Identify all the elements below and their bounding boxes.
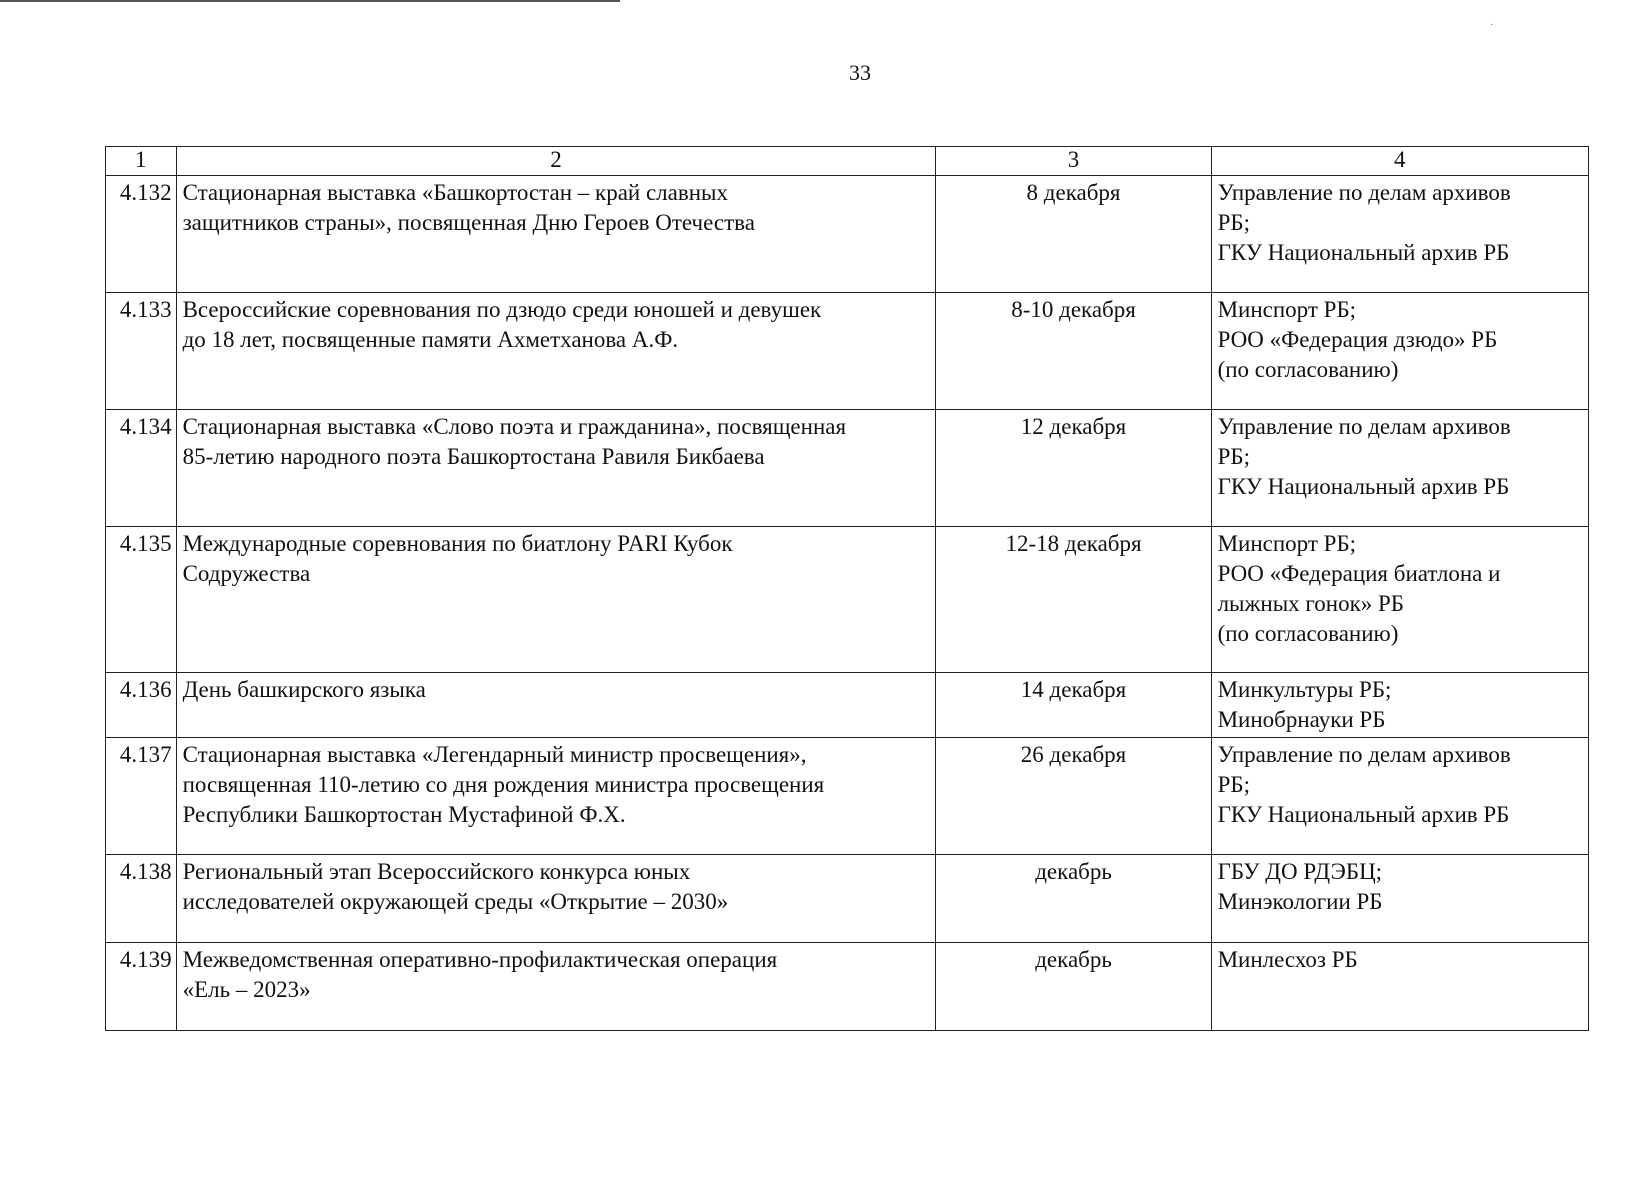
date-cell: 12-18 декабря — [936, 527, 1211, 673]
date-cell: 8-10 декабря — [936, 293, 1211, 410]
responsible-text-line: РБ; — [1217, 444, 1250, 469]
row-number: 4.134 — [106, 410, 177, 527]
event-text-line: защитников страны», посвященная Дню Героев Отечества — [182, 210, 755, 235]
table-body — [106, 176, 1589, 1031]
table-row — [106, 943, 1589, 1031]
column-header-number: 1 — [106, 147, 177, 176]
row-number: 4.137 — [106, 738, 177, 855]
responsible-text-line: Управление по делам архивов — [1217, 742, 1511, 767]
date-cell: 14 декабря — [936, 673, 1211, 738]
event-text-line: 85-летию народного поэта Башкортостана Равиля Бикбаева — [182, 444, 765, 469]
event-text-line: посвященная 110-летию со дня рождения министра просвещения — [182, 772, 825, 797]
date-cell: декабрь — [936, 855, 1211, 943]
responsible-text-line: (по согласованию) — [1217, 621, 1399, 646]
event-cell — [176, 527, 936, 673]
table-row — [106, 527, 1589, 673]
event-text-line: Республики Башкортостан Мустафиной Ф.Х. — [182, 802, 626, 827]
responsible-text-line: Минобрнауки РБ — [1217, 707, 1386, 732]
date-cell: 8 декабря — [936, 176, 1211, 293]
responsible-text-line: (по согласованию) — [1217, 357, 1399, 382]
event-cell — [176, 673, 936, 738]
responsible-cell — [1211, 673, 1588, 738]
table-row — [106, 673, 1589, 738]
row-number: 4.133 — [106, 293, 177, 410]
event-text-line: Всероссийские соревнования по дзюдо среди юношей и девушек — [182, 297, 822, 322]
responsible-cell — [1211, 943, 1588, 1031]
column-header-event: 2 — [176, 147, 936, 176]
event-text-line: Международные соревнования по биатлону PARI Кубок — [182, 531, 733, 556]
event-text-line: исследователей окружающей среды «Открытие – 2030» — [182, 889, 729, 914]
event-text-line: День башкирского языка — [182, 677, 426, 702]
responsible-text-line: лыжных гонок» РБ — [1217, 591, 1405, 616]
responsible-text-line: ГКУ Национальный архив РБ — [1217, 474, 1510, 499]
table-header-row — [106, 147, 1589, 176]
table-row — [106, 176, 1589, 293]
responsible-text-line: Минспорт РБ; — [1217, 531, 1357, 556]
responsible-cell — [1211, 738, 1588, 855]
event-text-line: Содружества — [182, 561, 311, 586]
responsible-text-line: РОО «Федерация дзюдо» РБ — [1217, 327, 1498, 352]
row-number: 4.132 — [106, 176, 177, 293]
date-cell: 12 декабря — [936, 410, 1211, 527]
responsible-text-line: ГКУ Национальный архив РБ — [1217, 240, 1510, 265]
row-number: 4.139 — [106, 943, 177, 1031]
scan-speck: · — [1490, 20, 1494, 31]
event-text-line: Межведомственная оперативно-профилактическая операция — [182, 947, 778, 972]
responsible-text-line: Управление по делам архивов — [1217, 414, 1511, 439]
column-header-responsible: 4 — [1211, 147, 1588, 176]
table-row — [106, 855, 1589, 943]
responsible-text-line: ГКУ Национальный архив РБ — [1217, 802, 1510, 827]
responsible-text-line: Управление по делам архивов — [1217, 180, 1511, 205]
scan-edge-line — [0, 0, 620, 2]
table-row — [106, 410, 1589, 527]
responsible-cell — [1211, 176, 1588, 293]
responsible-cell — [1211, 527, 1588, 673]
event-cell — [176, 410, 936, 527]
responsible-cell — [1211, 410, 1588, 527]
event-cell — [176, 855, 936, 943]
page-number: 33 — [849, 60, 871, 85]
date-cell: декабрь — [936, 943, 1211, 1031]
responsible-cell — [1211, 855, 1588, 943]
date-cell: 26 декабря — [936, 738, 1211, 855]
table-row — [106, 293, 1589, 410]
event-text-line: до 18 лет, посвященные памяти Ахметханова А.Ф. — [182, 327, 679, 352]
responsible-text-line: Минспорт РБ; — [1217, 297, 1357, 322]
event-cell — [176, 176, 936, 293]
events-table — [105, 146, 1589, 1031]
column-header-date: 3 — [936, 147, 1211, 176]
responsible-text-line: РОО «Федерация биатлона и — [1217, 561, 1501, 586]
event-text-line: Стационарная выставка «Легендарный министр просвещения», — [182, 742, 807, 767]
event-cell — [176, 738, 936, 855]
event-text-line: «Ель – 2023» — [182, 977, 311, 1002]
row-number: 4.136 — [106, 673, 177, 738]
responsible-text-line: Минлесхоз РБ — [1217, 947, 1358, 972]
event-text-line: Стационарная выставка «Слово поэта и гражданина», посвященная — [182, 414, 847, 439]
responsible-text-line: РБ; — [1217, 772, 1250, 797]
responsible-text-line: Минкультуры РБ; — [1217, 677, 1392, 702]
table-row — [106, 738, 1589, 855]
row-number: 4.138 — [106, 855, 177, 943]
responsible-text-line: РБ; — [1217, 210, 1250, 235]
event-cell — [176, 293, 936, 410]
row-number: 4.135 — [106, 527, 177, 673]
responsible-text-line: Минэкологии РБ — [1217, 889, 1383, 914]
event-cell — [176, 943, 936, 1031]
event-text-line: Региональный этап Всероссийского конкурса юных — [182, 859, 691, 884]
responsible-cell — [1211, 293, 1588, 410]
responsible-text-line: ГБУ ДО РДЭБЦ; — [1217, 859, 1383, 884]
event-text-line: Стационарная выставка «Башкортостан – край славных — [182, 180, 728, 205]
